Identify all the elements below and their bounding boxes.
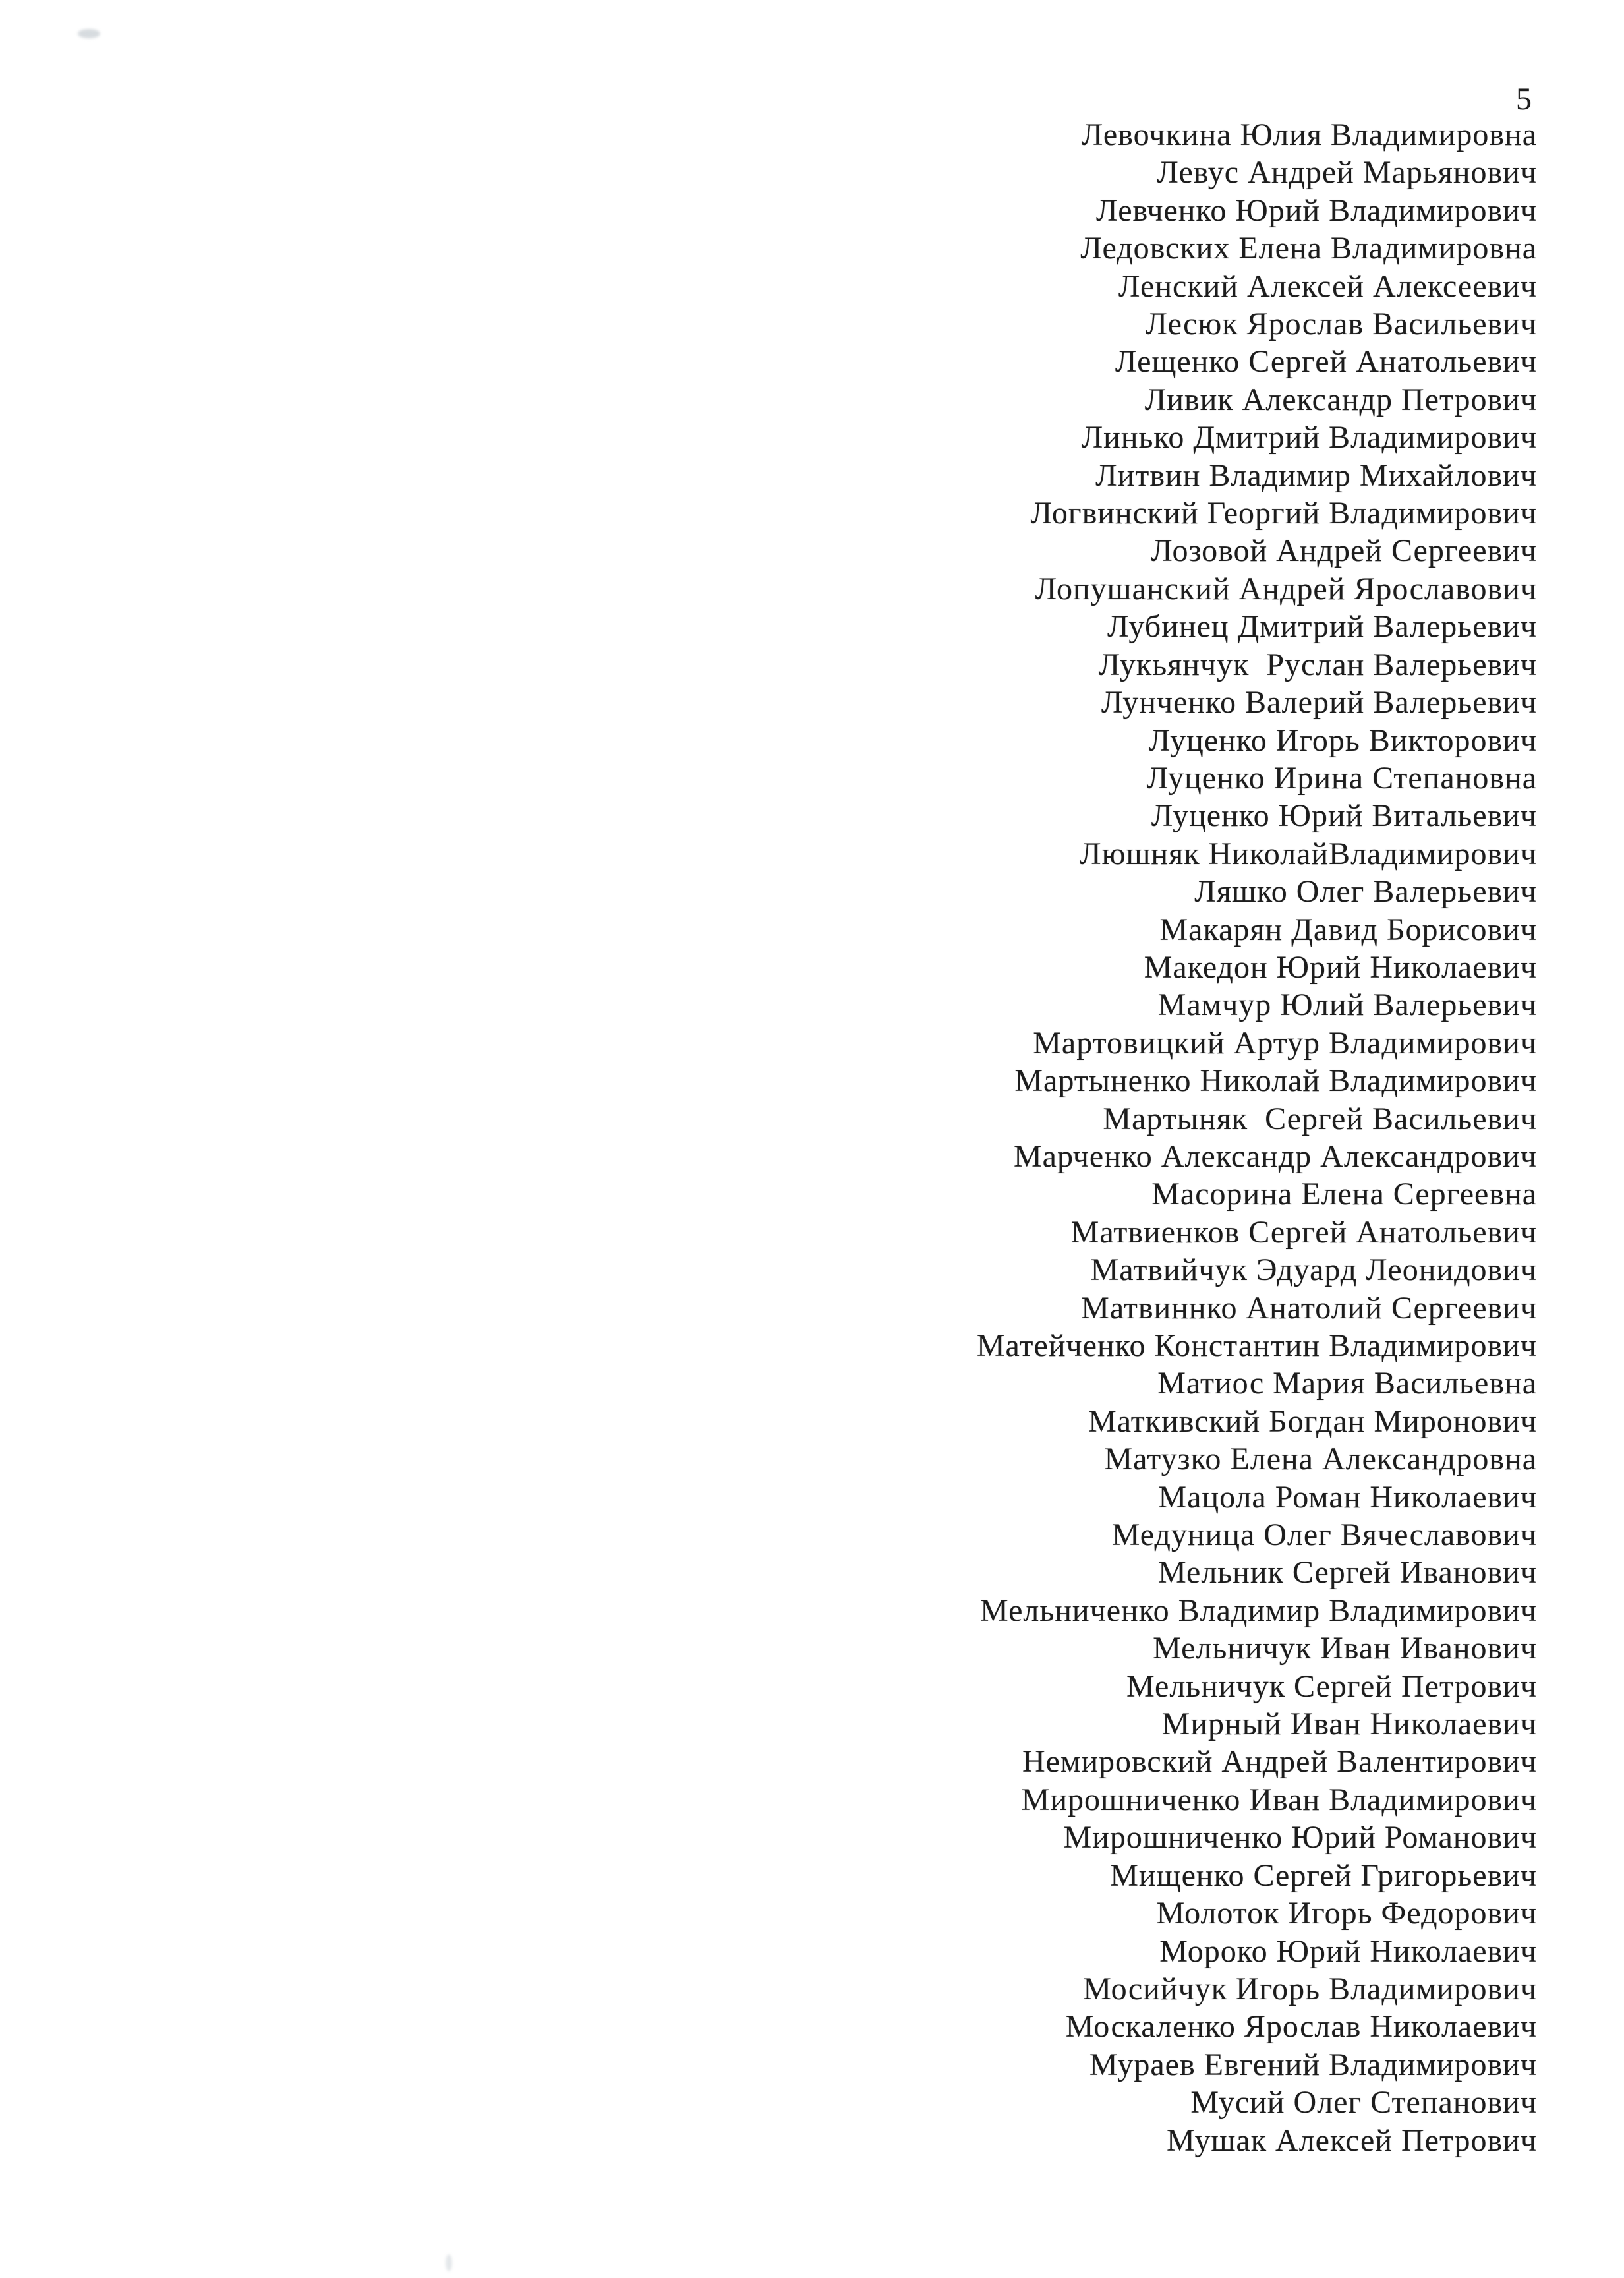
list-item: Маткивский Богдан Миронович xyxy=(1088,1403,1537,1439)
list-item: Ляшко Олег Валерьевич xyxy=(1194,874,1537,910)
list-item: Луценко Игорь Викторович xyxy=(1148,722,1537,758)
list-item: Марченко Александр Александрович xyxy=(1014,1138,1537,1174)
list-item: Левус Андрей Марьянович xyxy=(1157,155,1537,190)
list-item: Лесюк Ярослав Васильевич xyxy=(1146,307,1537,342)
list-item: Мельничук Иван Иванович xyxy=(1153,1631,1537,1666)
list-item: Лозовой Андрей Сергеевич xyxy=(1151,533,1537,569)
list-item: Лубинец Дмитрий Валерьевич xyxy=(1107,609,1537,645)
list-item: Мищенко Сергей Григорьевич xyxy=(1110,1857,1537,1893)
list-item: Мушак Алексей Петрович xyxy=(1166,2122,1537,2158)
list-item: Люшняк НиколайВладимирович xyxy=(1080,836,1537,871)
list-item: Мартыненко Николай Владимирович xyxy=(1014,1063,1537,1099)
list-item: Мирошниченко Иван Владимирович xyxy=(1021,1782,1537,1817)
list-item: Матвиннко Анатолий Сергеевич xyxy=(1081,1290,1537,1326)
list-item: Лопушанский Андрей Ярославович xyxy=(1035,571,1537,606)
list-item: Немировский Андрей Валентирович xyxy=(1022,1744,1537,1780)
scan-speck xyxy=(78,29,100,38)
list-item: Мельниченко Владимир Владимирович xyxy=(980,1592,1537,1628)
list-item: Левочкина Юлия Владимировна xyxy=(1081,117,1537,152)
list-item: Македон Юрий Николаевич xyxy=(1144,949,1537,985)
list-item: Луценко Юрий Витальевич xyxy=(1151,798,1537,834)
list-item: Матиос Мария Васильевна xyxy=(1157,1366,1537,1401)
list-item: Молоток Игорь Федорович xyxy=(1156,1896,1537,1931)
list-item: Мацола Роман Николаевич xyxy=(1158,1479,1537,1515)
list-item: Мусий Олег Степанович xyxy=(1190,2085,1537,2120)
list-item: Макарян Давид Борисович xyxy=(1159,912,1537,947)
list-item: Масорина Елена Сергеевна xyxy=(1151,1177,1537,1212)
list-item: Матузко Елена Александровна xyxy=(1104,1442,1537,1477)
list-item: Мураев Евгений Владимирович xyxy=(1089,2047,1537,2082)
list-item: Ледовских Елена Владимировна xyxy=(1080,231,1537,266)
list-item: Матейченко Константин Владимирович xyxy=(976,1328,1537,1363)
list-item: Логвинский Георгий Владимирович xyxy=(1030,496,1537,531)
list-item: Мирошниченко Юрий Романович xyxy=(1063,1820,1537,1855)
list-item: Лукьянчук Руслан Валерьевич xyxy=(1098,647,1537,682)
list-item: Мороко Юрий Николаевич xyxy=(1159,1933,1537,1969)
list-item: Линько Дмитрий Владимирович xyxy=(1081,420,1537,455)
page-number: 5 xyxy=(1516,82,1532,117)
list-item: Лунченко Валерий Валерьевич xyxy=(1101,685,1537,720)
list-item: Медуница Олег Вячеславович xyxy=(1111,1517,1537,1553)
list-item: Лещенко Сергей Анатольевич xyxy=(1115,344,1537,380)
list-item: Мартыняк Сергей Васильевич xyxy=(1103,1101,1537,1136)
list-item: Ливик Александр Петрович xyxy=(1144,382,1537,417)
list-item: Матвиенков Сергей Анатольевич xyxy=(1070,1214,1537,1250)
list-item: Москаленко Ярослав Николаевич xyxy=(1065,2009,1537,2045)
scan-speck xyxy=(446,2254,452,2271)
list-item: Левченко Юрий Владимирович xyxy=(1095,192,1537,228)
list-item: Мартовицкий Артур Владимирович xyxy=(1033,1025,1537,1061)
list-item: Ленский Алексей Алексеевич xyxy=(1118,268,1537,304)
list-item: Луценко Ирина Степановна xyxy=(1146,760,1537,796)
list-item: Мирный Иван Николаевич xyxy=(1161,1707,1537,1742)
list-item: Литвин Владимир Михайлович xyxy=(1095,457,1537,493)
list-item: Мосийчук Игорь Владимирович xyxy=(1083,1971,1537,2006)
list-item: Мельничук Сергей Петрович xyxy=(1126,1668,1537,1704)
name-list xyxy=(977,116,1537,2159)
list-item: Матвийчук Эдуард Леонидович xyxy=(1090,1252,1537,1288)
list-item: Мамчур Юлий Валерьевич xyxy=(1157,987,1537,1023)
list-item: Мельник Сергей Иванович xyxy=(1157,1555,1537,1591)
